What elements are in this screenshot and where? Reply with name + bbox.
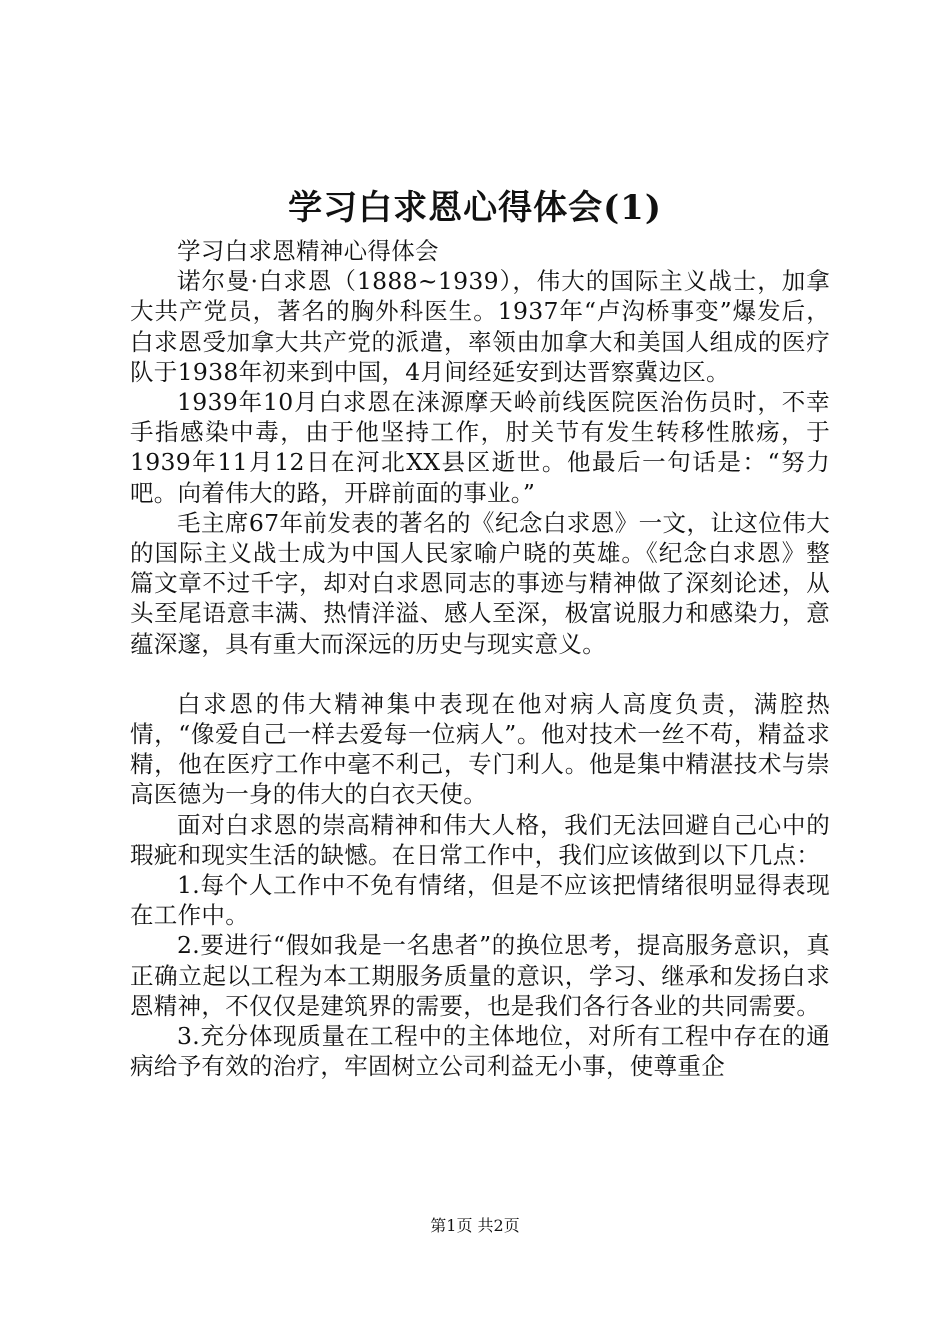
document-title: 学习白求恩心得体会(1): [288, 188, 662, 228]
document-body: [130, 236, 830, 1081]
page-number: 第1页 共2页: [430, 1216, 520, 1235]
paragraph-death: 1939年10月白求恩在涞源摩天岭前线医院医治伤员时，不幸手指感染中毒，由于他坚持工作，肘关节有发生转移性脓疡，于1939年11月12日在河北XX县区逝世。他最后一句话是：“努力吧。向着伟大的路，开辟前面的事业。”: [130, 388, 830, 507]
list-item-3: 3.充分体现质量在工程中的主体地位，对所有工程中存在的通病给予有效的治疗，牢固树立公司利益无小事，使尊重企: [130, 1022, 830, 1081]
paragraph-spirit: 白求恩的伟大精神集中表现在他对病人高度负责，满腔热情，“像爱自己一样去爱每一位病人”。他对技术一丝不苟，精益求精，他在医疗工作中毫不利己，专门利人。他是集中精湛技术与崇高医德为一身的伟大的白衣天使。: [130, 689, 830, 809]
list-item-1: 1.每个人工作中不免有情绪，但是不应该把情绪很明显得表现在工作中。: [130, 871, 830, 930]
paragraph-reflection: 面对白求恩的崇高精神和伟大人格，我们无法回避自己心中的瑕疵和现实生活的缺憾。在日常工作中，我们应该做到以下几点：: [130, 810, 830, 869]
paragraph-intro: 诺尔曼·白求恩（1888~1939），伟大的国际主义战士，加拿大共产党员，著名的胸外科医生。1937年“卢沟桥事变”爆发后，白求恩受加拿大共产党的派遣，率领由加拿大和美国人组成的医疗队于1938年初来到中国，4月间经延安到达晋察冀边区。: [130, 267, 830, 386]
paragraph-memorial: 毛主席67年前发表的著名的《纪念白求恩》一文，让这位伟大的国际主义战士成为中国人民家喻户晓的英雄。《纪念白求恩》整篇文章不过千字，却对白求恩同志的事迹与精神做了深刻论述，从头至尾语意丰满、热情洋溢、感人至深，极富说服力和感染力，意蕴深邃，具有重大而深远的历史与现实意义。: [130, 508, 830, 658]
paragraph-subtitle: 学习白求恩精神心得体会: [177, 237, 439, 265]
list-item-2: 2.要进行“假如我是一名患者”的换位思考，提高服务意识，真正确立起以工程为本工期服务质量的意识，学习、继承和发扬白求恩精神，不仅仅是建筑界的需要，也是我们各行各业的共同需要。: [130, 931, 830, 1020]
paragraph-gap: [130, 659, 830, 689]
